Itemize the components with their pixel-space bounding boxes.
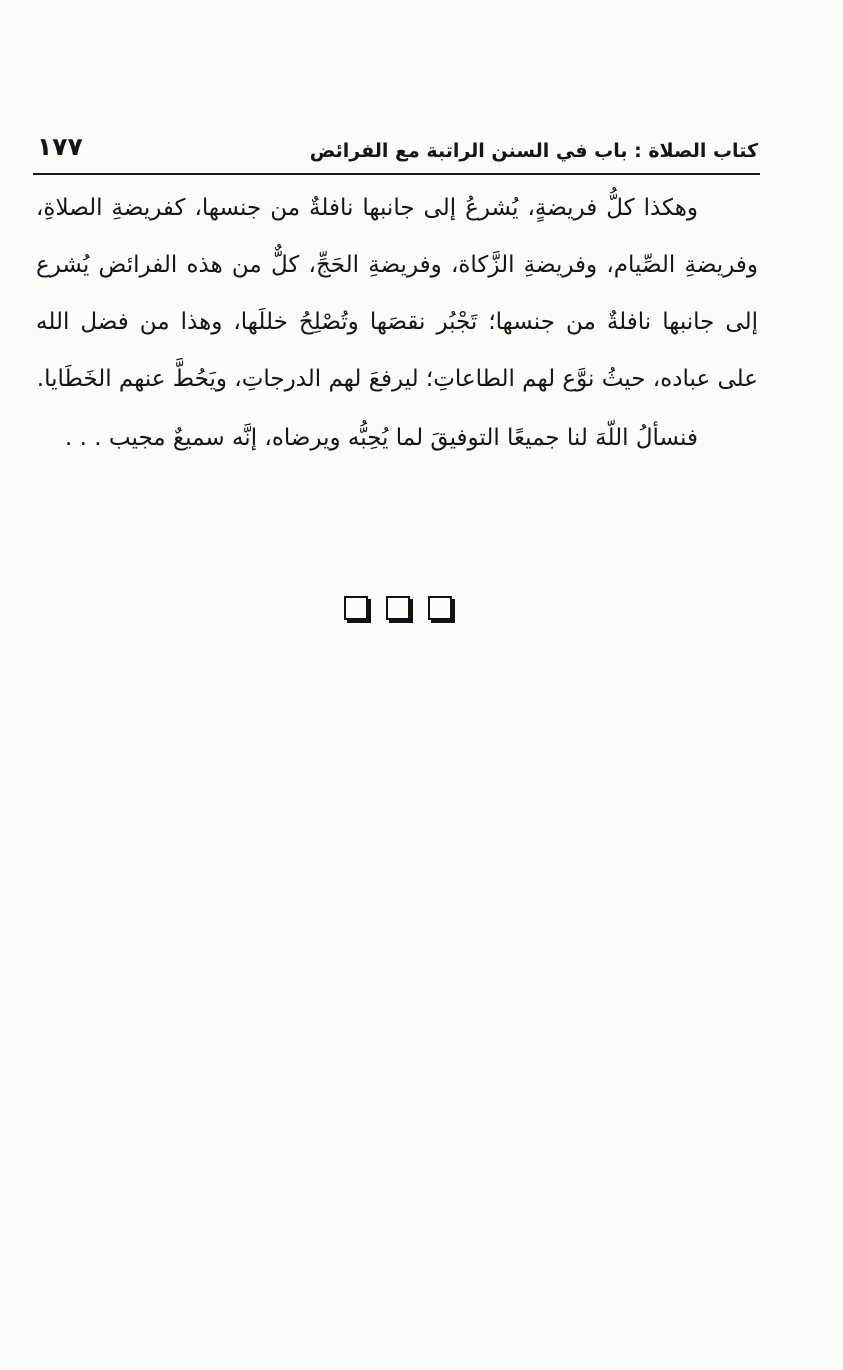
header-rule [33,173,760,175]
running-header [33,128,760,172]
paragraph: وهكذا كلُّ فريضةٍ، يُشرعُ إلى جانبها نافلةٌ من جنسها، كفريضةِ الصلاةِ، وفريضةِ الصِّيام، وفريضةِ الزَّكاة، وفريضةِ الحَجِّ، كلٌّ من هذه الفرائض يُشرع إلى جانبها نافلةٌ من جنسها؛ تَجْبُر نقصَها وتُصْلِحُ خللَها، وهذا من فضل الله على عباده، حيثُ نوَّع لهم الطاعاتِ؛ ليرفعَ لهم الدرجاتِ، ويَحُطَّ عنهم الخَطَايا. [36,195,758,392]
square-ornament-icon [386,596,410,620]
paragraph: فنسألُ اللّهَ لنا جميعًا التوفيقَ لما يُحِبُّه ويرضاه، إنَّه سميعٌ مجيب . . . [65,425,698,451]
square-ornament-icon [344,596,368,620]
main-text [36,180,758,467]
section-end-ornament [344,596,452,620]
square-ornament-icon [428,596,452,620]
page-number: ١٧٧ [37,132,83,161]
chapter-title: كتاب الصلاة : باب في السنن الراتبة مع الفرائض [309,140,758,162]
